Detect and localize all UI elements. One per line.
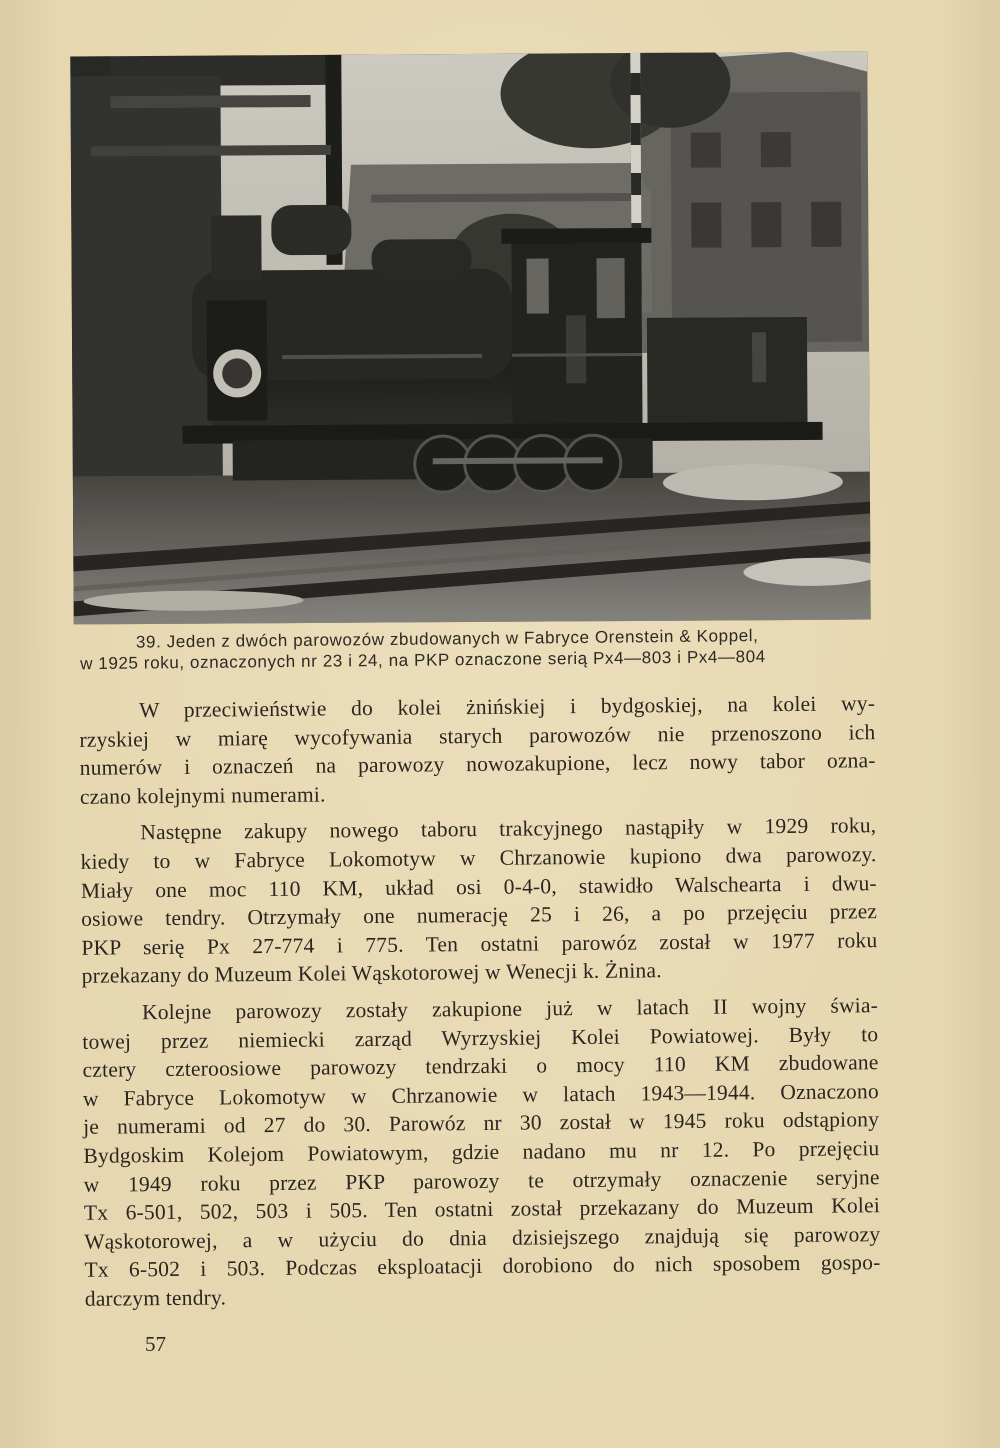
paragraph-2 (80, 812, 878, 991)
text-line: Miały one moc 110 KM, układ osi 0-4-0, stawidło Walschearta i dwu- (80, 870, 877, 903)
text-line: W przeciwieństwie do kolei żnińskiej i bydgoskiej, na kolei wy- (139, 691, 876, 723)
text-line: osiowe tendry. Otrzymały one numerację 25 i 26, a po przejęciu przez (81, 899, 878, 931)
paragraph-1 (79, 689, 876, 811)
text-line: Tx 6-502 i 503. Podczas eksploatacji dorobiono do nich sposobem gospo- (84, 1250, 881, 1283)
paragraph-3 (82, 991, 881, 1313)
text-line: PKP serię Px 27-774 i 775. Ten ostatni parowóz został w 1977 roku (81, 927, 878, 960)
text-line: w Fabryce Lokomotyw w Chrzanowie w latach 1943—1944. Oznaczono (82, 1078, 879, 1111)
text-line: Bydgoskim Kolejom Powiatowym, gdzie nadano mu nr 12. Po przejęciu (83, 1136, 880, 1168)
text-line: czano kolejnymi numerami. (79, 782, 326, 809)
figure-caption (80, 624, 880, 674)
caption-text-1: Jeden z dwóch parowozów zbudowanych w Fabryce Orenstein & Koppel, (166, 626, 759, 652)
caption-line-2: w 1925 roku, oznaczonych nr 23 i 24, na PKP oznaczone serią Px4—803 i Px4—804 (80, 647, 766, 674)
text-line: Następne zakupy nowego taboru trakcyjnego nastąpiły w 1929 roku, (140, 813, 877, 845)
text-line: cztery czteroosiowe parowozy tendrzaki o mocy 110 KM zbudowane (82, 1050, 879, 1082)
text-line: Kolejne parowozy zostały zakupione już w latach II wojny świa- (141, 993, 879, 1025)
page-number: 57 (145, 1332, 166, 1356)
text-line: kiedy to w Fabryce Lokomotyw w Chrzanowie kupiono dwa parowozy. (80, 842, 877, 874)
text-line: je numerami od 27 do 30. Parowóz nr 30 został w 1945 roku odstąpiony (83, 1107, 880, 1140)
text-line: darczym tendry. (84, 1285, 227, 1311)
text-line: przekazany do Muzeum Kolei Wąskotorowej w Wenecji k. Żnina. (81, 958, 662, 989)
text-line: Wąskotorowej, a w użyciu do dnia dzisiejszego znajdują się parowozy (84, 1221, 881, 1254)
locomotive-photo-drawing (70, 52, 870, 625)
text-line: Tx 6-501, 502, 503 i 505. Ten ostatni został przekazany do Muzeum Kolei (83, 1193, 881, 1225)
text-line: w 1949 roku przez PKP parowozy te otrzymały oznaczenie seryjne (83, 1164, 880, 1197)
text-line: towej przez niemiecki zarząd Wyrzyskiej Kolei Powiatowej. Były to (82, 1021, 879, 1054)
text-line: rzyskiej w miarę wycofywania starych parowozów nie przenoszono ich (79, 719, 876, 752)
body-text (79, 689, 881, 1321)
text-line: numerów i oznaczeń na parowozy nowozakupione, lecz nowy tabor ozna- (79, 748, 876, 781)
figure-number: 39. (135, 632, 162, 652)
locomotive-photo (70, 52, 870, 625)
